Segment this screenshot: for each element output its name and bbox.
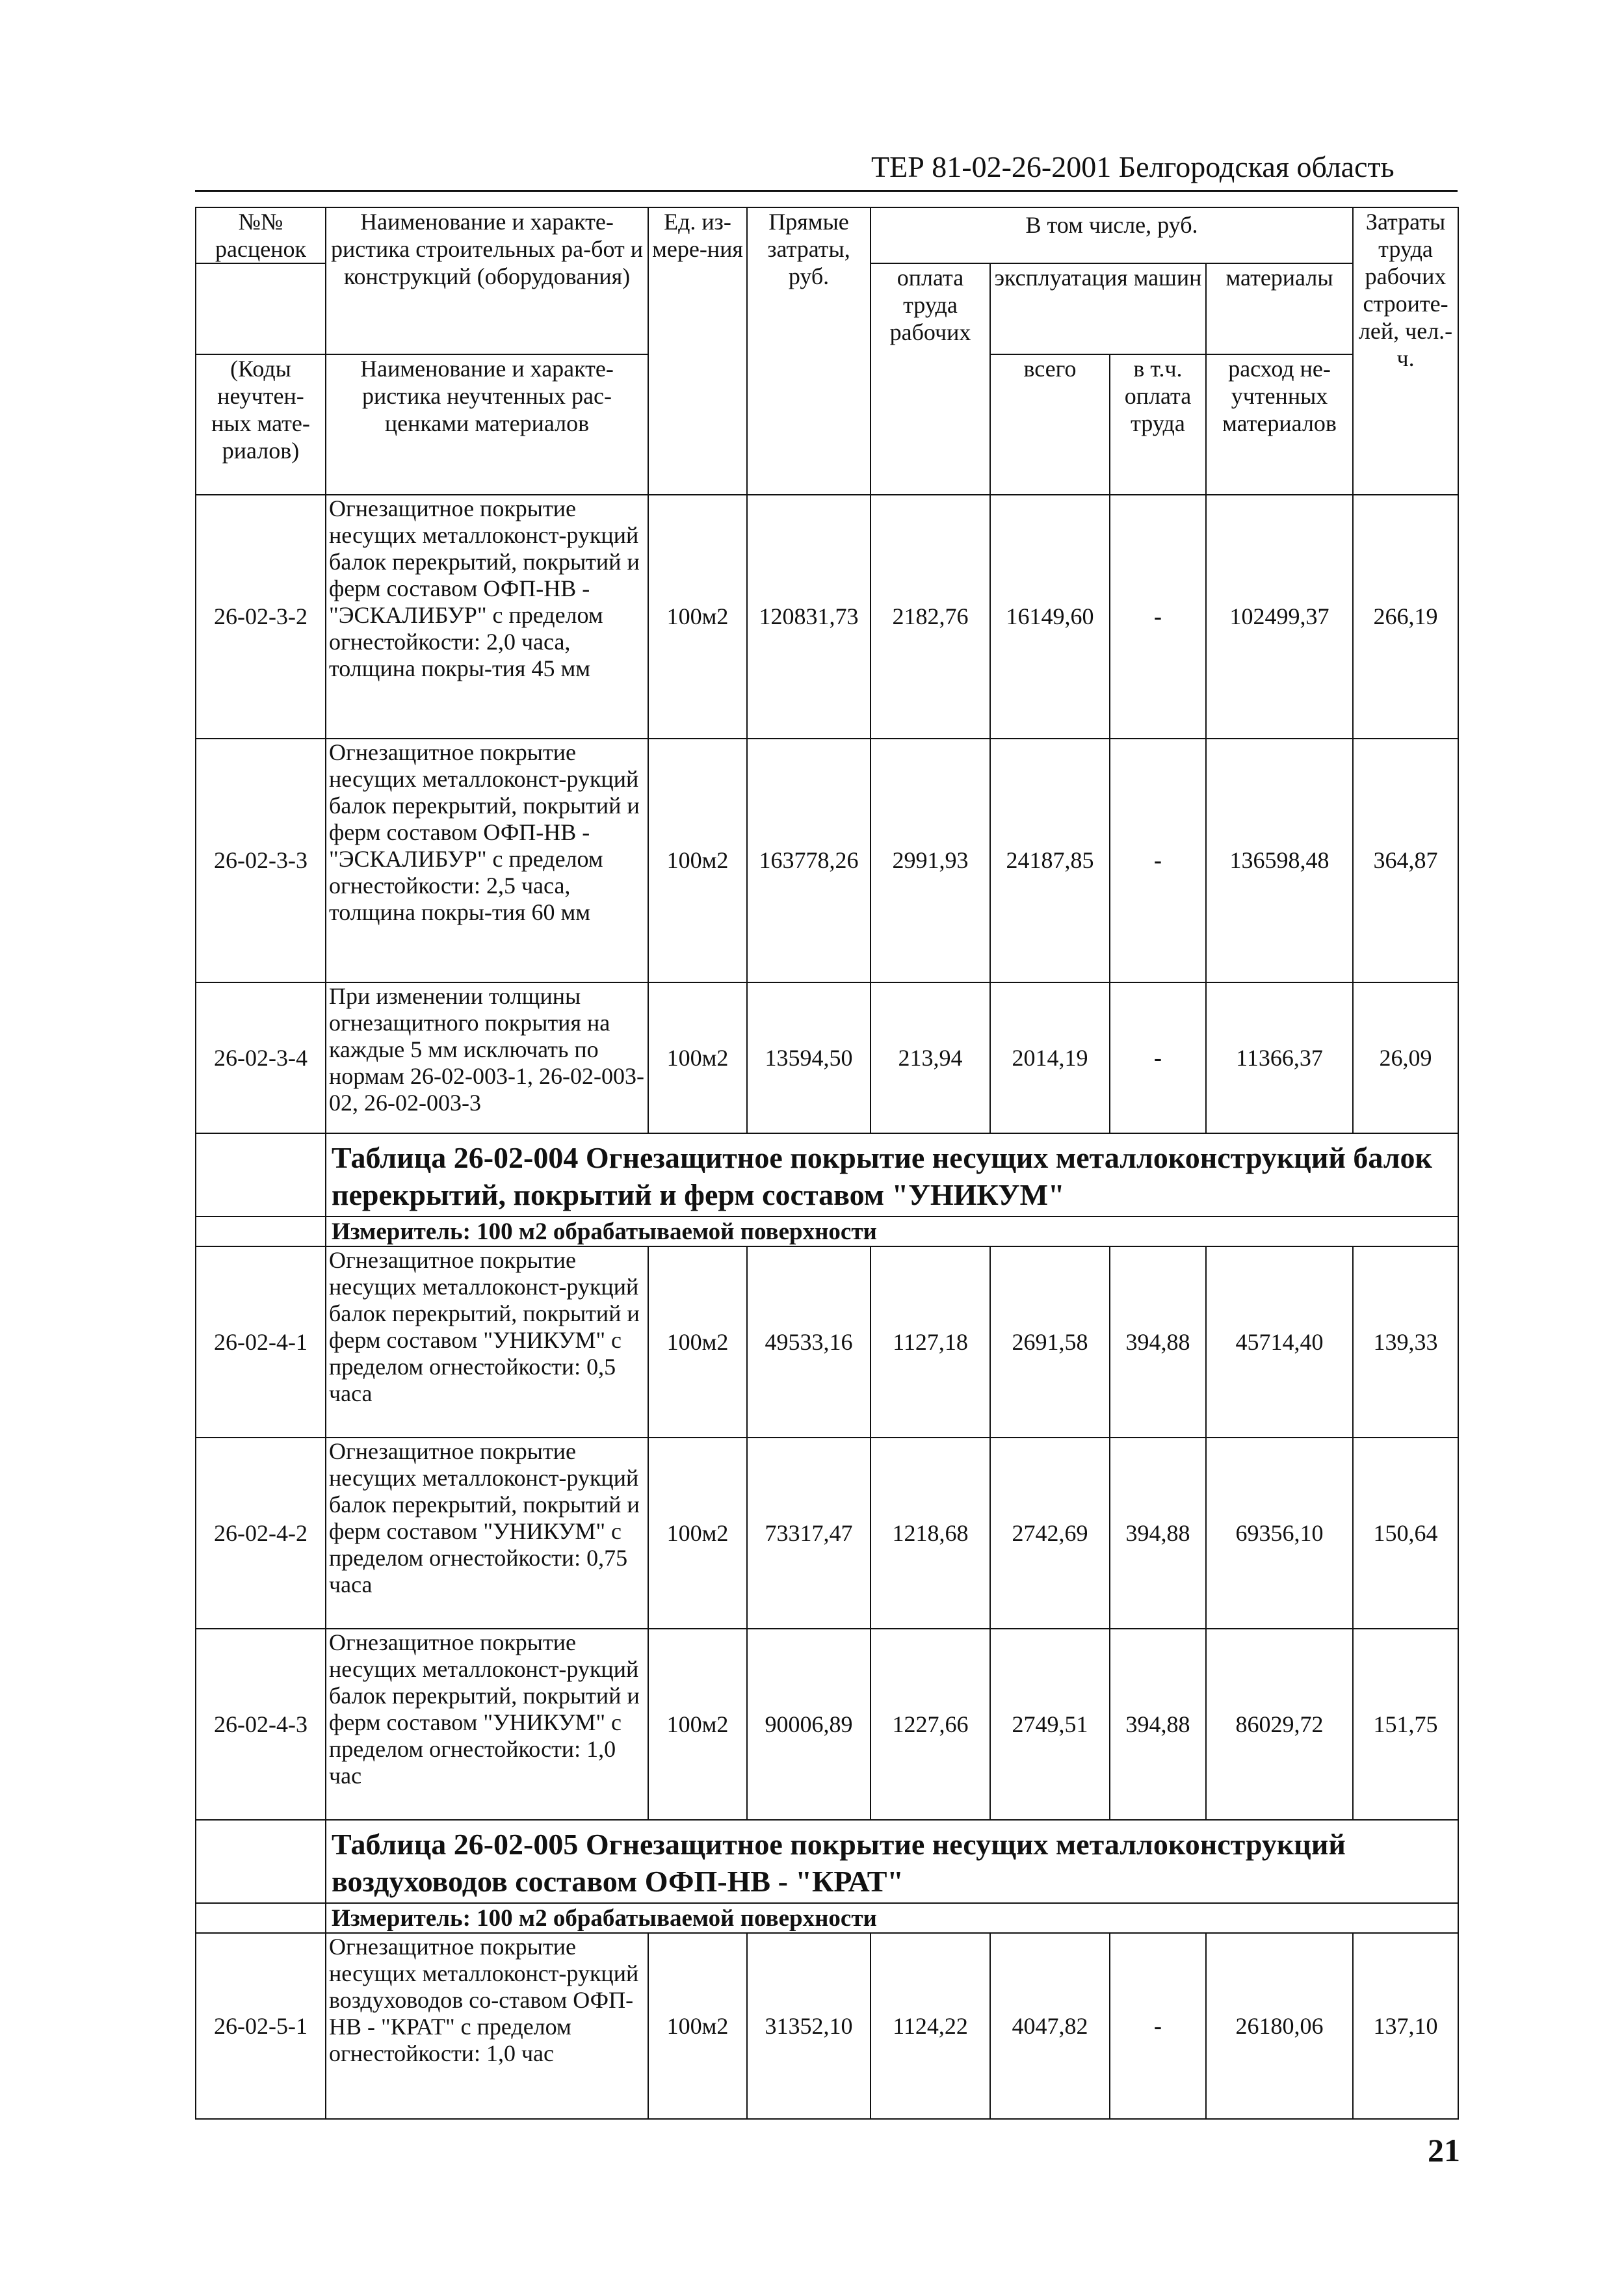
direct-cost-cell: 49533,16 bbox=[747, 1246, 871, 1438]
machines-cost-cell: 2014,19 bbox=[990, 982, 1110, 1133]
labor-cost-cell: 1227,66 bbox=[871, 1629, 990, 1820]
col-materials-header: материалы bbox=[1206, 263, 1353, 354]
direct-cost-cell: 120831,73 bbox=[747, 495, 871, 739]
measure-spacer bbox=[196, 1216, 326, 1246]
col-codes-header: (Коды неучтен-ных мате-риалов) bbox=[196, 354, 326, 495]
machines-cost-cell: 2691,58 bbox=[990, 1246, 1110, 1438]
col-machines-header: эксплуатация машин bbox=[990, 263, 1206, 354]
measure-spacer bbox=[196, 1903, 326, 1933]
table-row bbox=[196, 1629, 1458, 1820]
header-spacer bbox=[196, 263, 326, 354]
materials-cost-cell: 45714,40 bbox=[1206, 1246, 1353, 1438]
rate-code: 26-02-5-1 bbox=[196, 1933, 326, 2119]
measure-label: Измеритель: 100 м2 обрабатываемой поверхности bbox=[326, 1216, 1458, 1246]
materials-cost-cell: 69356,10 bbox=[1206, 1438, 1353, 1629]
document-title: ТЕР 81-02-26-2001 Белгородская область bbox=[871, 150, 1395, 183]
direct-cost-cell: 73317,47 bbox=[747, 1438, 871, 1629]
labor-cost-cell: 1127,18 bbox=[871, 1246, 990, 1438]
labor-cost-cell: 2991,93 bbox=[871, 739, 990, 982]
work-name: Огнезащитное покрытие несущих металлоконст-рукций балок перекрытий, покрытий и ферм составом "УНИКУМ" с пределом огнестойкости: 0,5 часа bbox=[326, 1246, 648, 1438]
work-name: Огнезащитное покрытие несущих металлоконст-рукций балок перекрытий, покрытий и ферм составом ОФП-НВ - "ЭСКАЛИБУР" с пределом огнестойкости: 2,5 часа, толщина покры-тия 60 мм bbox=[326, 739, 648, 982]
col-unit-header: Ед. из-мере-ния bbox=[648, 207, 747, 495]
unit-cell: 100м2 bbox=[648, 1629, 747, 1820]
table-caption-row bbox=[196, 1820, 1458, 1903]
machines-labor-cell: - bbox=[1110, 1933, 1206, 2119]
labor-cost-cell: 1124,22 bbox=[871, 1933, 990, 2119]
work-name: При изменении толщины огнезащитного покрытия на каждые 5 мм исключать по нормам 26-02-003-1, 26-02-003-02, 26-02-003-3 bbox=[326, 982, 648, 1133]
col-direct-header: Прямые затраты, руб. bbox=[747, 207, 871, 495]
machines-cost-cell: 24187,85 bbox=[990, 739, 1110, 982]
unit-cell: 100м2 bbox=[648, 982, 747, 1133]
unit-cell: 100м2 bbox=[648, 1246, 747, 1438]
machines-labor-cell: 394,88 bbox=[1110, 1629, 1206, 1820]
rate-code: 26-02-3-4 bbox=[196, 982, 326, 1133]
header-divider bbox=[195, 190, 1458, 192]
unit-cell: 100м2 bbox=[648, 1438, 747, 1629]
machines-cost-cell: 2742,69 bbox=[990, 1438, 1110, 1629]
machines-labor-cell: - bbox=[1110, 982, 1206, 1133]
materials-cost-cell: 26180,06 bbox=[1206, 1933, 1353, 2119]
machines-cost-cell: 4047,82 bbox=[990, 1933, 1110, 2119]
labor-hours-cell: 139,33 bbox=[1353, 1246, 1458, 1438]
table-row bbox=[196, 1246, 1458, 1438]
col-machines-total-header: всего bbox=[990, 354, 1110, 495]
rate-code: 26-02-4-2 bbox=[196, 1438, 326, 1629]
table-row bbox=[196, 1933, 1458, 2119]
caption-spacer bbox=[196, 1133, 326, 1216]
labor-hours-cell: 364,87 bbox=[1353, 739, 1458, 982]
col-materials-name-header: Наименование и характе-ристика неучтенных рас-ценками материалов bbox=[326, 354, 648, 495]
rate-code: 26-02-3-2 bbox=[196, 495, 326, 739]
work-name: Огнезащитное покрытие несущих металлоконст-рукций балок перекрытий, покрытий и ферм составом "УНИКУМ" с пределом огнестойкости: 1,0 час bbox=[326, 1629, 648, 1820]
materials-cost-cell: 136598,48 bbox=[1206, 739, 1353, 982]
machines-labor-cell: 394,88 bbox=[1110, 1438, 1206, 1629]
materials-cost-cell: 11366,37 bbox=[1206, 982, 1353, 1133]
labor-hours-cell: 151,75 bbox=[1353, 1629, 1458, 1820]
caption-spacer bbox=[196, 1820, 326, 1903]
labor-hours-cell: 26,09 bbox=[1353, 982, 1458, 1133]
measure-row bbox=[196, 1216, 1458, 1246]
direct-cost-cell: 163778,26 bbox=[747, 739, 871, 982]
direct-cost-cell: 90006,89 bbox=[747, 1629, 871, 1820]
table-caption-row bbox=[196, 1133, 1458, 1216]
machines-cost-cell: 16149,60 bbox=[990, 495, 1110, 739]
col-code-header: №№ расценок bbox=[196, 207, 326, 263]
col-unaccounted-materials-header: расход не-учтенных материалов bbox=[1206, 354, 1353, 495]
col-hours-header: Затраты труда рабочих строите-лей, чел.-ч. bbox=[1353, 207, 1458, 495]
labor-hours-cell: 266,19 bbox=[1353, 495, 1458, 739]
machines-cost-cell: 2749,51 bbox=[990, 1629, 1110, 1820]
table-row bbox=[196, 495, 1458, 739]
table-caption: Таблица 26-02-004 Огнезащитное покрытие несущих металлоконструкций балок перекрытий, покрытий и ферм составом "УНИКУМ" bbox=[326, 1133, 1458, 1216]
measure-label: Измеритель: 100 м2 обрабатываемой поверхности bbox=[326, 1903, 1458, 1933]
unit-cell: 100м2 bbox=[648, 1933, 747, 2119]
measure-row bbox=[196, 1903, 1458, 1933]
rates-table bbox=[195, 207, 1459, 2120]
machines-labor-cell: - bbox=[1110, 495, 1206, 739]
header-row-1 bbox=[196, 207, 1458, 263]
col-name-header: Наименование и характе-ристика строительных ра-бот и конструкций (оборудования) bbox=[326, 207, 648, 354]
direct-cost-cell: 31352,10 bbox=[747, 1933, 871, 2119]
rate-code: 26-02-4-1 bbox=[196, 1246, 326, 1438]
rate-code: 26-02-4-3 bbox=[196, 1629, 326, 1820]
materials-cost-cell: 86029,72 bbox=[1206, 1629, 1353, 1820]
machines-labor-cell: - bbox=[1110, 739, 1206, 982]
col-machines-labor-header: в т.ч. оплата труда bbox=[1110, 354, 1206, 495]
labor-cost-cell: 213,94 bbox=[871, 982, 990, 1133]
table-row bbox=[196, 739, 1458, 982]
table-caption: Таблица 26-02-005 Огнезащитное покрытие несущих металлоконструкций воздуховодов составом ОФП-НВ - "КРАТ" bbox=[326, 1820, 1458, 1903]
col-group-header: В том числе, руб. bbox=[871, 207, 1353, 263]
work-name: Огнезащитное покрытие несущих металлоконст-рукций воздуховодов со-ставом ОФП-НВ - "КРАТ" с пределом огнестойкости: 1,0 час bbox=[326, 1933, 648, 2119]
labor-cost-cell: 2182,76 bbox=[871, 495, 990, 739]
table-body bbox=[196, 207, 1458, 2119]
table-row bbox=[196, 1438, 1458, 1629]
table-row bbox=[196, 982, 1458, 1133]
materials-cost-cell: 102499,37 bbox=[1206, 495, 1353, 739]
col-labor-header: оплата труда рабочих bbox=[871, 263, 990, 495]
machines-labor-cell: 394,88 bbox=[1110, 1246, 1206, 1438]
rate-code: 26-02-3-3 bbox=[196, 739, 326, 982]
unit-cell: 100м2 bbox=[648, 739, 747, 982]
labor-cost-cell: 1218,68 bbox=[871, 1438, 990, 1629]
labor-hours-cell: 137,10 bbox=[1353, 1933, 1458, 2119]
labor-hours-cell: 150,64 bbox=[1353, 1438, 1458, 1629]
direct-cost-cell: 13594,50 bbox=[747, 982, 871, 1133]
work-name: Огнезащитное покрытие несущих металлоконст-рукций балок перекрытий, покрытий и ферм составом ОФП-НВ - "ЭСКАЛИБУР" с пределом огнестойкости: 2,0 часа, толщина покры-тия 45 мм bbox=[326, 495, 648, 739]
page-number: 21 bbox=[1428, 2132, 1460, 2168]
work-name: Огнезащитное покрытие несущих металлоконст-рукций балок перекрытий, покрытий и ферм составом "УНИКУМ" с пределом огнестойкости: 0,75 часа bbox=[326, 1438, 648, 1629]
unit-cell: 100м2 bbox=[648, 495, 747, 739]
